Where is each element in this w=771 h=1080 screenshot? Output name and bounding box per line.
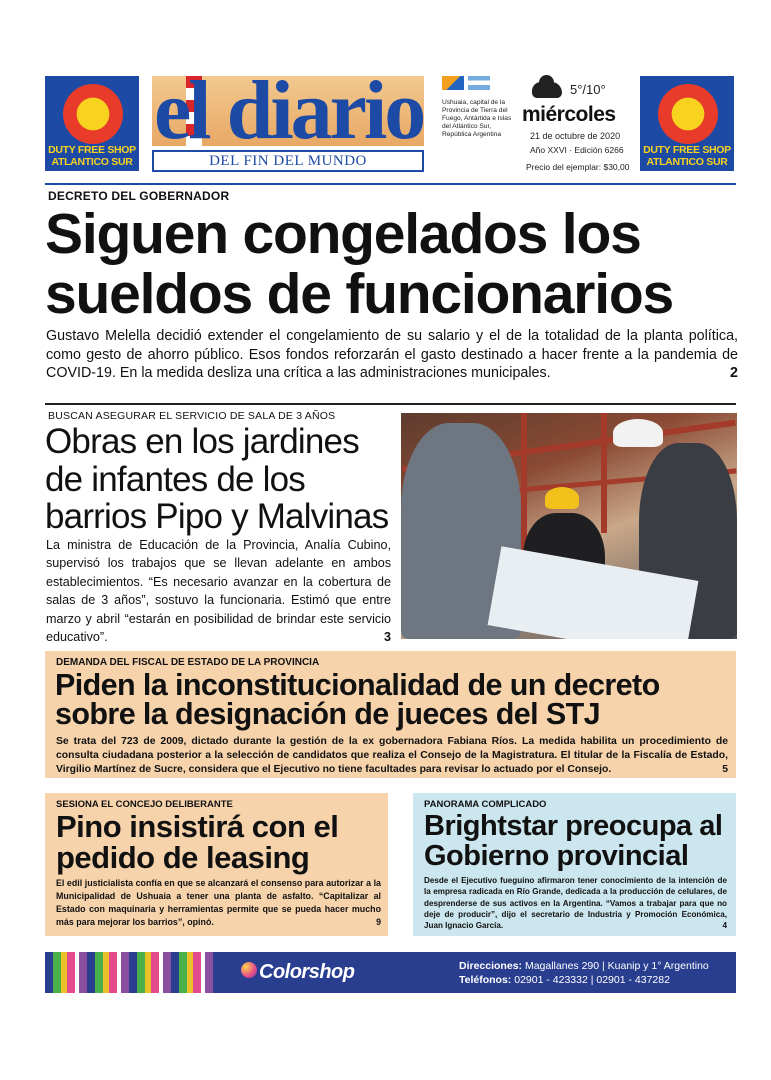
- argentina-flag-icon: [468, 76, 490, 90]
- issue-date: 21 de octubre de 2020: [530, 131, 621, 141]
- colorshop-stripes: [45, 952, 215, 993]
- story2-photo[interactable]: [401, 413, 737, 639]
- edition-number: Año XXVI · Edición 6266: [530, 145, 624, 155]
- ad-line-1: DUTY FREE SHOP: [48, 144, 136, 156]
- yellow-helmet: [545, 487, 579, 509]
- flags: [442, 76, 494, 94]
- photo-beam: [521, 413, 527, 553]
- story4-page-ref: 9: [376, 916, 381, 927]
- phones-label: Teléfonos:: [459, 974, 512, 986]
- lead-page-ref: 2: [730, 365, 738, 381]
- story5-headline[interactable]: Brightstar preocupa al Gobierno provincial: [424, 810, 723, 872]
- temperature: 5°/10°: [570, 82, 606, 97]
- white-helmet: [613, 419, 663, 447]
- story2-headline[interactable]: Obras en los jardines de infantes de los barrios Pipo y Malvinas: [45, 422, 389, 536]
- sun-logo-icon: [63, 84, 123, 144]
- story5-summary-text: Desde el Ejecutivo fueguino afirmaron tener conocimiento de la intención de la empresa radicada en Río Grande, dedicada a la producción de celulares, de desprenderse de sus activos en la Argentina. “Vamos a trabajar para que no deje de producir”, dijo el secretario de Industria y Promoción Económica, Juan Ignacio García.: [424, 876, 727, 931]
- story3-headline[interactable]: Piden la inconstitucionalidad de un decreto sobre la designación de jueces del STJ: [55, 668, 660, 731]
- lead-kicker: DECRETO DEL GOBERNADOR: [48, 189, 230, 203]
- story5-page-ref: 4: [722, 921, 727, 931]
- story5-kicker: PANORAMA COMPLICADO: [424, 799, 547, 810]
- story4-summary: [56, 877, 381, 929]
- story3-summary-text: Se trata del 723 de 2009, dictado durante la gestión de la ex gobernadora Fabiana Ríos. La medida habilita un procedimiento de consulta ciudadana posterior a la selección de candidatos que realiza el Consejo de la Magistratura. El titular de la Fiscalía de Estado, Virgilio Martínez de Sucre, considera que el Ejecutivo no tiene facultades para revisar lo actuado por el Consejo.: [56, 736, 728, 775]
- issue-price: Precio del ejemplar: $30,00: [526, 162, 630, 172]
- colorshop-brand: Colorshop: [259, 961, 355, 983]
- section-divider: [45, 403, 736, 405]
- story4-box[interactable]: [45, 793, 388, 936]
- story4-kicker: SESIONA EL CONCEJO DELIBERANTE: [56, 799, 233, 810]
- story2-page-ref: 3: [383, 630, 391, 645]
- story3-page-ref: 5: [722, 764, 728, 775]
- lead-headline[interactable]: Siguen congelados los sueldos de funcionarios: [45, 202, 674, 326]
- phones-value: 02901 - 423332 | 02901 - 437282: [514, 974, 670, 986]
- weekday: miércoles: [522, 103, 616, 126]
- logo-wordmark: el diario: [154, 64, 424, 157]
- duty-free-ad-text: [642, 144, 732, 168]
- duty-free-ad-right[interactable]: [640, 76, 734, 171]
- story3-summary: [56, 735, 728, 777]
- story5-summary: [424, 875, 727, 931]
- story3-box[interactable]: [45, 651, 736, 778]
- story2-summary-text: La ministra de Educación de la Provincia, Analía Cubino, supervisó los trabajos que se llevan adelante en ambos establecimientos. “Es necesario avanzar en la cobertura de salas de 3 años”, sostuvo la funcionaria. Estimó que entre marzo y abril “estarán en posibilidad de brindar este servicio educativo”.: [46, 538, 391, 645]
- story2-kicker: BUSCAN ASEGURAR EL SERVICIO DE SALA DE 3 AÑOS: [48, 410, 336, 422]
- ad-line-1: DUTY FREE SHOP: [643, 144, 731, 156]
- duty-free-ad-text: [47, 144, 137, 168]
- colorshop-addresses: [459, 960, 709, 972]
- address-value: Magallanes 290 | Kuanip y 1° Argentino: [524, 960, 709, 972]
- masthead-divider: [45, 183, 736, 185]
- colorshop-logo-icon: [241, 962, 257, 978]
- photo-beam: [601, 413, 607, 533]
- ad-line-2: ATLANTICO SUR: [646, 156, 728, 168]
- story2-summary: [46, 536, 391, 646]
- place-description: Ushuaia, capital de la Provincia de Tierra del Fuego, Antártida e Islas del Atlántico Sur, República Argentina: [442, 99, 512, 139]
- cloud-icon: [532, 82, 562, 98]
- sun-logo-icon: [658, 84, 718, 144]
- story5-box[interactable]: [413, 793, 736, 936]
- tierra-del-fuego-flag-icon: [442, 76, 464, 90]
- colorshop-phones: [459, 974, 670, 986]
- address-label: Direcciones:: [459, 960, 523, 972]
- lead-summary-text: Gustavo Melella decidió extender el congelamiento de su salario y el de la totalidad de la planta política, como gesto de ahorro público. Esos fondos reforzarán el gasto destinado a hacer frente a la pandemia de COVID-19. En la medida desliza una crítica a las administraciones municipales.: [46, 328, 738, 381]
- duty-free-ad-left[interactable]: [45, 76, 139, 171]
- newspaper-logo[interactable]: [152, 64, 424, 176]
- story3-kicker: DEMANDA DEL FISCAL DE ESTADO DE LA PROVINCIA: [56, 657, 320, 668]
- logo-subtitle: DEL FIN DEL MUNDO: [152, 150, 424, 172]
- colorshop-ad[interactable]: [45, 952, 736, 993]
- story4-headline[interactable]: Pino insistirá con el pedido de leasing: [56, 809, 339, 875]
- lead-summary: [46, 327, 738, 383]
- story4-summary-text: El edil justicialista confía en que se alcanzará el consenso para autorizar a la Municipalidad de Ushuaia a tener una planta de asfalto. “Capitalizar al Estado con maquinaria y herramientas permite que se pueda hacer mucho más para mejorar los barrios”, opinó.: [56, 878, 381, 927]
- ad-line-2: ATLANTICO SUR: [51, 156, 133, 168]
